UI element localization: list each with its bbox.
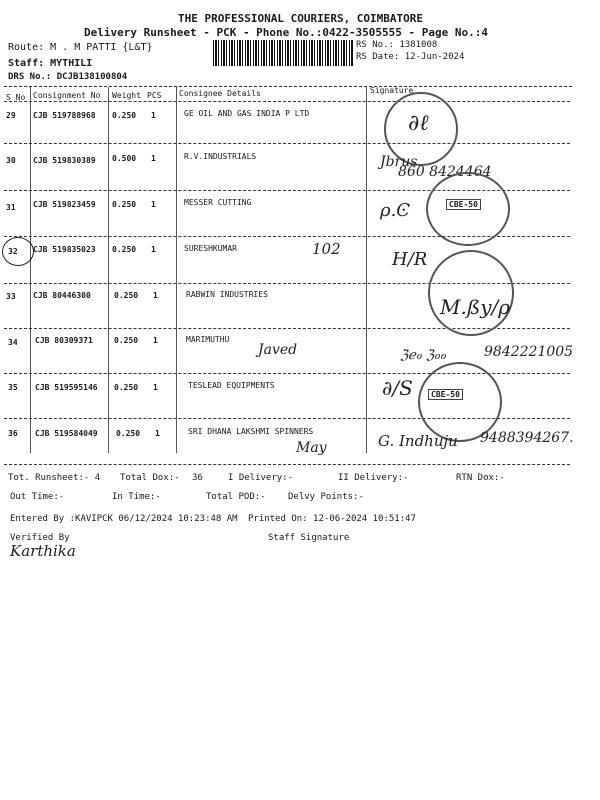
row-pcs: 1 bbox=[151, 200, 156, 209]
row-consignment: CJB 519584049 bbox=[35, 429, 98, 438]
hand-phone-36: 9488394267. bbox=[480, 430, 574, 446]
route-label: Route: M . M PATTI {L&T} bbox=[8, 42, 153, 53]
row-rule bbox=[4, 143, 570, 144]
row-consignment: CJB 519835023 bbox=[33, 245, 96, 254]
row-pcs: 1 bbox=[153, 336, 158, 345]
row-weight: 0.500 bbox=[112, 154, 137, 163]
row-consignment: CJB 519595146 bbox=[35, 383, 98, 392]
table-bottom-rule bbox=[4, 464, 570, 465]
hand-circle-mark bbox=[2, 237, 34, 266]
row-sno: 36 bbox=[8, 429, 18, 438]
row-consignment: CJB 80309371 bbox=[35, 336, 93, 345]
row-weight: 0.250 bbox=[112, 245, 137, 254]
in-time: In Time:- bbox=[112, 492, 161, 502]
row-pcs: 1 bbox=[151, 245, 156, 254]
hand-text-may: May bbox=[296, 440, 327, 456]
row-sno: 30 bbox=[6, 156, 16, 165]
row-sno: 31 bbox=[6, 203, 16, 212]
row-pcs: 1 bbox=[155, 429, 160, 438]
col-weight: Weight bbox=[112, 91, 141, 100]
signature-scribble: M.ßy/ρ bbox=[440, 295, 510, 319]
hand-text-rvi: Jbrus bbox=[380, 154, 418, 170]
row-sno: 35 bbox=[8, 383, 18, 392]
row-consignee: SURESHKUMAR bbox=[184, 244, 237, 253]
row-pcs: 1 bbox=[151, 111, 156, 120]
col-sno: S No bbox=[6, 93, 26, 102]
signature-scribble: ∂ℓ bbox=[408, 111, 429, 136]
delvy-points: Delvy Points:- bbox=[288, 492, 364, 502]
row-sno: 29 bbox=[6, 111, 16, 120]
hand-phone-34: 9842221005 bbox=[484, 344, 574, 360]
stamp-code: CBE-50 bbox=[446, 199, 481, 210]
row-consignment: CJB 80446300 bbox=[33, 291, 91, 300]
col-pcs: PCS bbox=[147, 91, 162, 100]
stamp-circle bbox=[428, 250, 514, 336]
signature-scribble: ∂/S bbox=[382, 376, 413, 400]
row-consignment: CJB 519823459 bbox=[33, 200, 96, 209]
row-sno: 33 bbox=[6, 292, 16, 301]
total-dox-value: 36 bbox=[192, 473, 203, 483]
rs-number: RS No.: 1381008 bbox=[356, 40, 438, 50]
row-consignment: CJB 519788968 bbox=[33, 111, 96, 120]
rs-date: RS Date: 12-Jun-2024 bbox=[356, 52, 465, 62]
row-sno: 32 bbox=[8, 247, 18, 256]
row-weight: 0.250 bbox=[116, 429, 141, 438]
row-consignee: RABWIN INDUSTRIES bbox=[186, 290, 268, 299]
entered-by: Entered By :KAVIPCK 06/12/2024 10:23:48 AM bbox=[10, 514, 238, 524]
hand-text-indhu: G. Indhuju bbox=[378, 432, 458, 450]
out-time: Out Time:- bbox=[10, 492, 65, 502]
staff-signature-label: Staff Signature bbox=[268, 533, 350, 543]
header-top-rule bbox=[4, 86, 572, 87]
row-weight: 0.250 bbox=[114, 291, 139, 300]
row-consignee: R.V.INDUSTRIALS bbox=[184, 152, 257, 161]
row-consignee: SRI DHANA LAKSHMI SPINNERS bbox=[188, 427, 314, 436]
row-pcs: 1 bbox=[153, 291, 158, 300]
hand-text-hr: H/R bbox=[392, 249, 428, 270]
drs-number: DRS No.: DCJB138100804 bbox=[8, 72, 128, 82]
row-consignee: MESSER CUTTING bbox=[184, 198, 252, 207]
printed-on: Printed On: 12-06-2024 10:51:47 bbox=[248, 514, 416, 524]
ii-delivery: II Delivery:- bbox=[338, 473, 409, 483]
row-consignment: CJB 519830389 bbox=[33, 156, 96, 165]
barcode bbox=[213, 40, 353, 66]
signature-scribble: ρ.Ͼ bbox=[380, 200, 411, 221]
row-weight: 0.250 bbox=[114, 383, 139, 392]
row-sno: 34 bbox=[8, 338, 18, 347]
rtn-dox: RTN Dox:- bbox=[456, 473, 505, 483]
hand-phone-30: 860 8424464 bbox=[398, 164, 492, 180]
staff-label: Staff: MYTHILI bbox=[8, 58, 93, 69]
hand-text-102: 102 bbox=[312, 240, 341, 258]
col-signature: Signature bbox=[370, 86, 414, 95]
row-consignee: TESLEAD EQUIPMENTS bbox=[188, 381, 275, 390]
table-row bbox=[0, 106, 600, 152]
verified-by: Verified By bbox=[10, 533, 70, 543]
hand-text-javed: Javed bbox=[258, 342, 298, 358]
row-weight: 0.250 bbox=[112, 200, 137, 209]
stamp-code: CBE-50 bbox=[428, 389, 463, 400]
tot-runsheet: Tot. Runsheet:- 4 bbox=[8, 473, 101, 483]
total-pod: Total POD:- bbox=[206, 492, 266, 502]
row-pcs: 1 bbox=[151, 154, 156, 163]
row-consignee: GE OIL AND GAS INDIA P LTD bbox=[184, 109, 310, 118]
header-bottom-rule bbox=[4, 101, 570, 102]
company-title: THE PROFESSIONAL COURIERS, COIMBATORE bbox=[178, 12, 424, 25]
verifier-signature: Karthika bbox=[10, 542, 76, 560]
col-consignment: Consignment No bbox=[33, 91, 101, 100]
row-pcs: 1 bbox=[153, 383, 158, 392]
runsheet-subtitle: Delivery Runsheet - PCK - Phone No.:0422-3505555 - Page No.:4 bbox=[84, 26, 488, 39]
row-weight: 0.250 bbox=[114, 336, 139, 345]
row-weight: 0.250 bbox=[112, 111, 137, 120]
row-consignee: MARIMUTHU bbox=[186, 335, 230, 344]
i-delivery: I Delivery:- bbox=[228, 473, 294, 483]
signature-scribble: ℨℯℴ ℨℴℴ bbox=[400, 348, 446, 363]
total-dox-label: Total Dox:- bbox=[120, 473, 180, 483]
col-consignee: Consignee Details bbox=[179, 89, 261, 98]
